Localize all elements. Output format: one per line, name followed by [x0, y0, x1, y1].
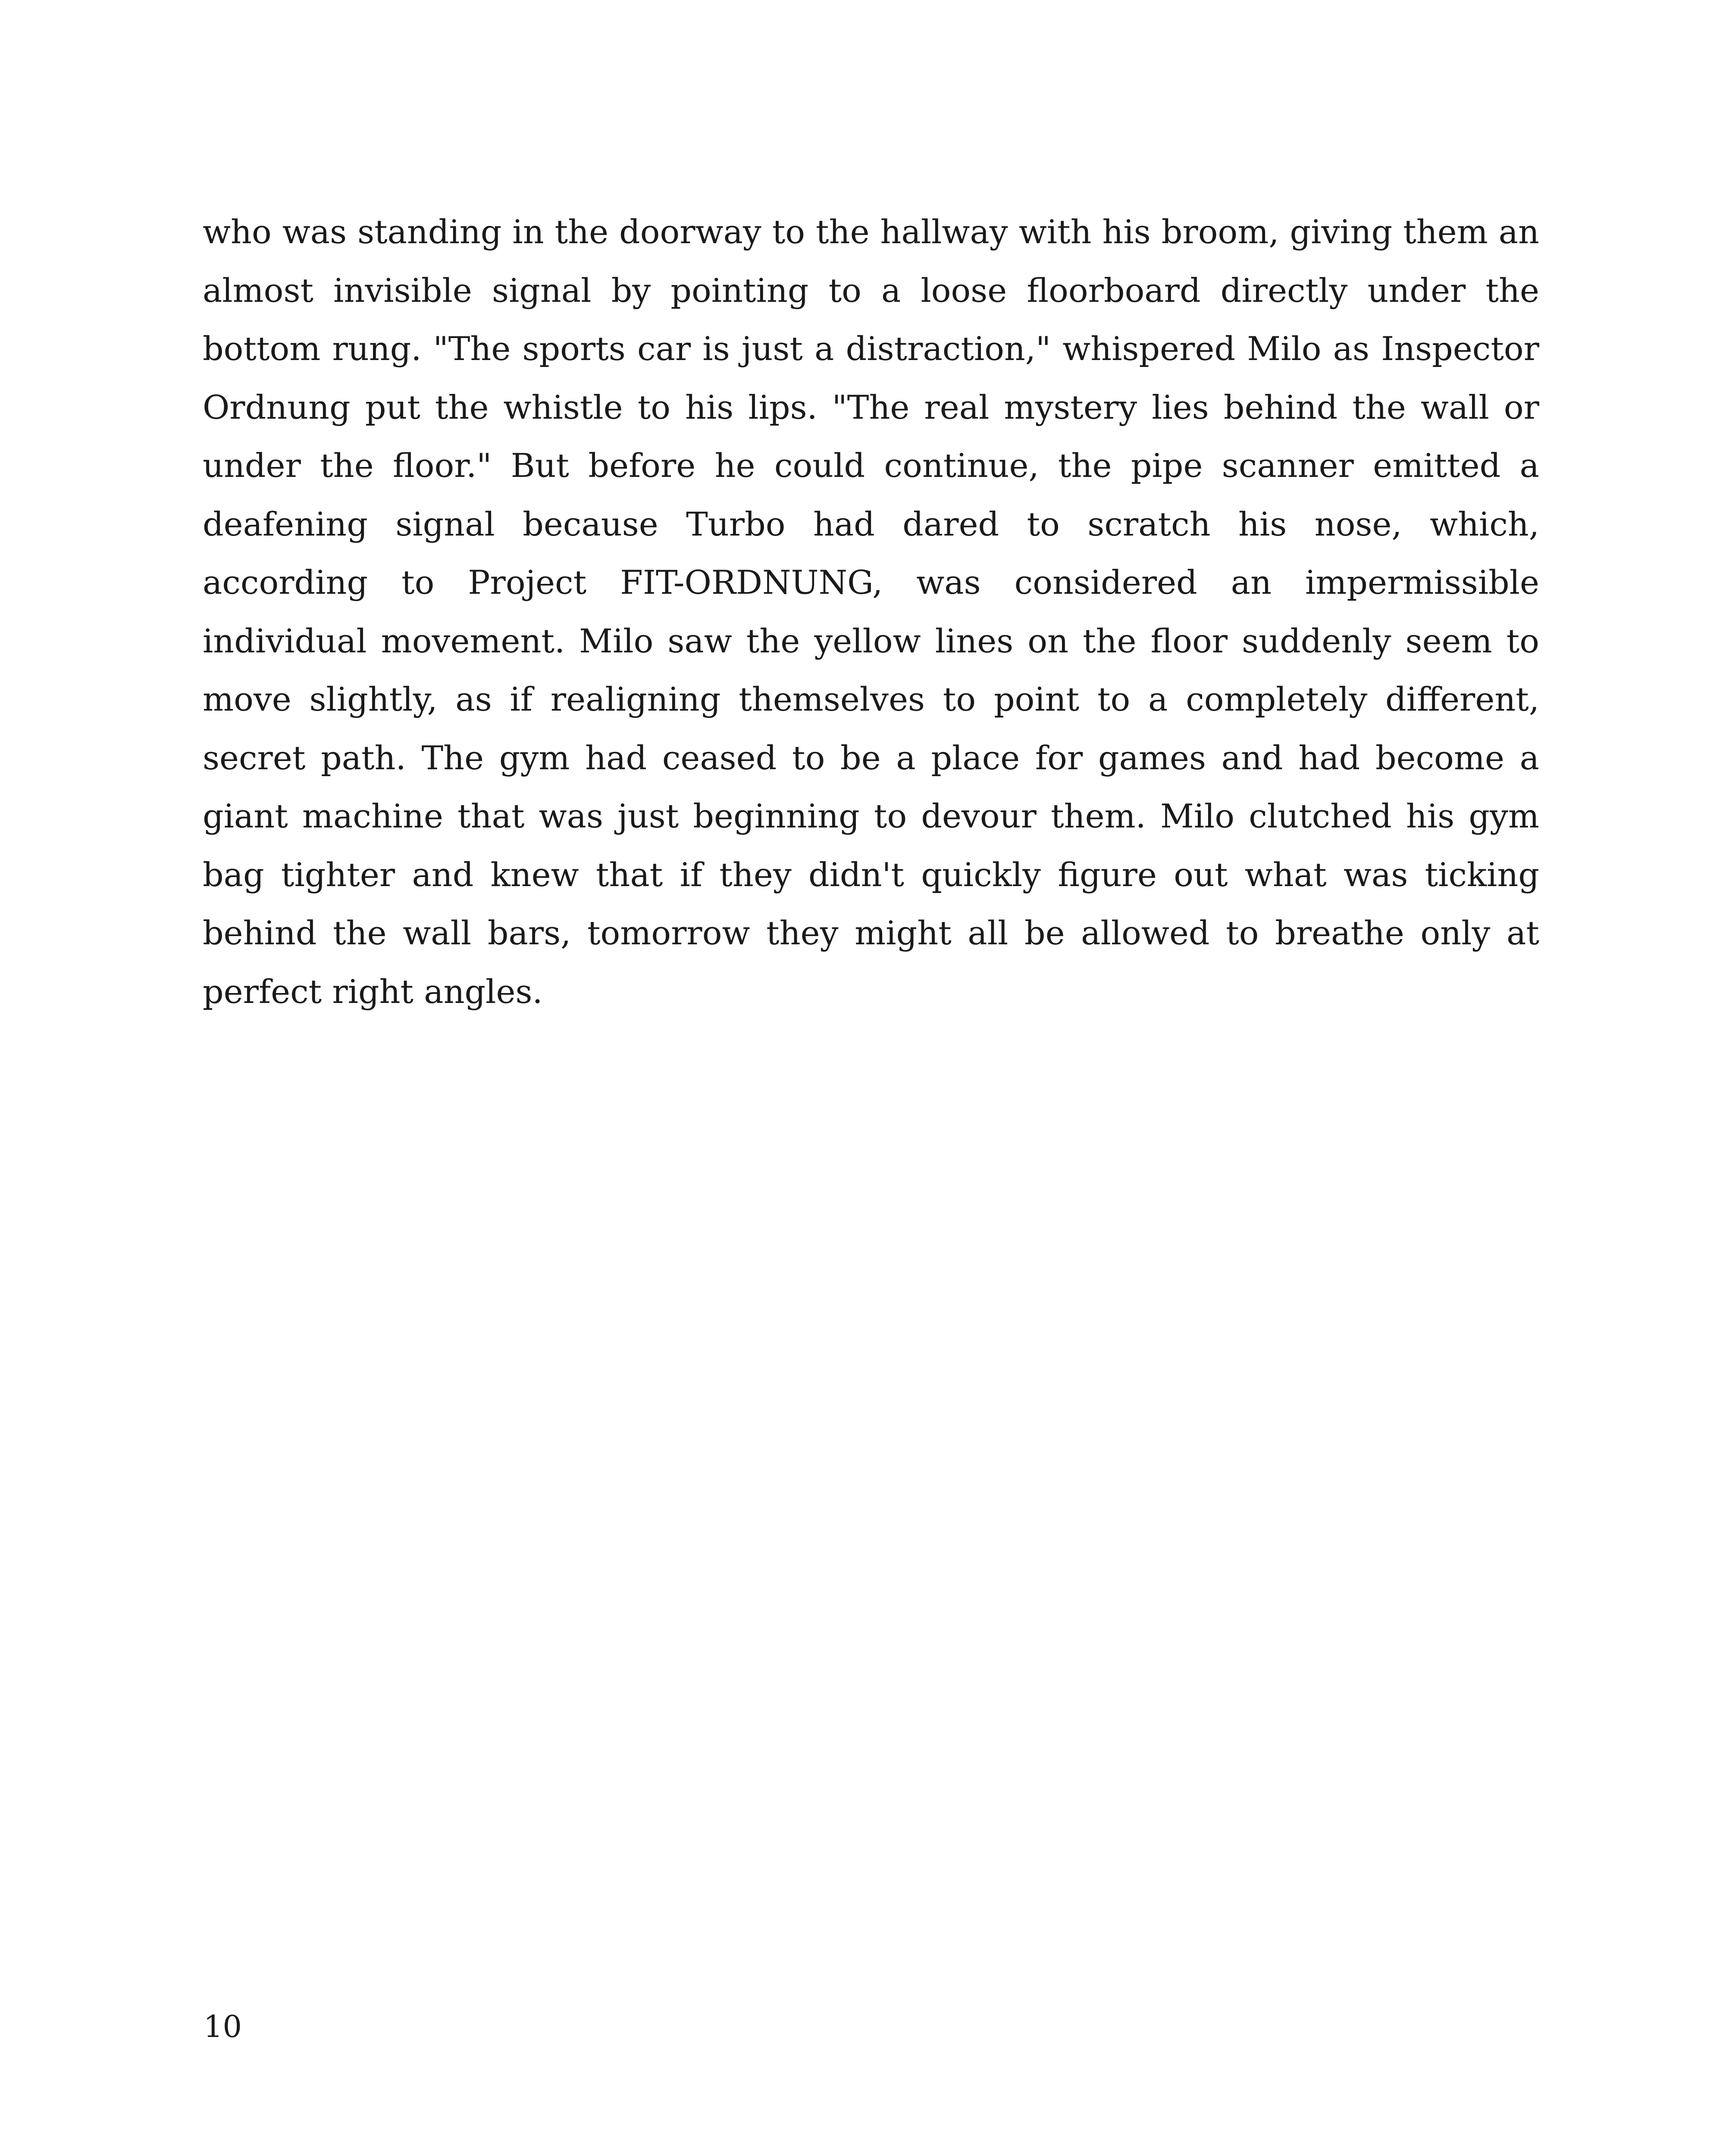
page-number: 10 — [204, 2009, 242, 2044]
body-paragraph: who was standing in the doorway to the hallway with his broom, giving them an almost invisible signal by pointing to a loose floorboard directly under the bottom rung. "The sports car is just a distraction," whispered Milo as Inspector Ordnung put the whistle to his lips. "The real mystery lies behind the wall or under the floor." But before he could continue, the pipe scanner emitted a deafening signal because Turbo had dared to scratch his nose, which, according to Project FIT-ORDNUNG, was considered an impermissible individual movement. Milo saw the yellow lines on the floor suddenly seem to move slightly, as if realigning themselves to point to a completely different, secret path. The gym had ceased to be a place for games and had become a giant machine that was just beginning to devour them. Milo clutched his gym bag tighter and knew that if they didn't quickly figure out what was ticking behind the wall bars, tomorrow they might all be allowed to breathe only at perfect right angles. — [203, 213, 1539, 1011]
